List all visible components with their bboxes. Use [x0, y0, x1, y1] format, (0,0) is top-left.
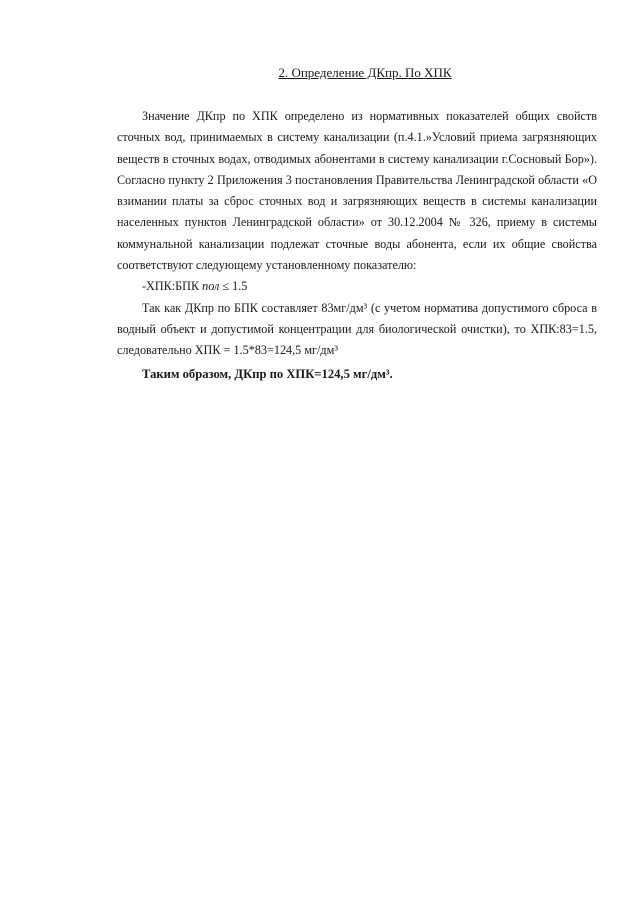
intro-paragraph: Значение ДКпр по ХПК определено из нормативных показателей общих свойств сточных вод, принимаемых в систему канализации (п.4.1.»Условий приема загрязняющих веществ в сточных водах, отводимых абонентами в систему канализации г.Сосновый Бор»). Согласно пункту 2 Приложения 3 постановления Правительства Ленинградской области «О взимании платы за сброс сточных вод и загрязняющих веществ в системы канализации населенных пунктов Ленинградской области» от 30.12.2004 № 326, приему в системы коммунальной канализации подлежат сточные воды абонента, если их общие свойства соответствуют следующему установленному показателю: — [117, 109, 597, 273]
calculation-paragraph: Так как ДКпр по БПК составляет 83мг/дм³ (с учетом норматива допустимого сброса в водный объект и допустимой концентрации для биологической очистки), то ХПК:83=1.5, следовательно ХПК = 1.5*83=124,5 мг/дм³ — [117, 300, 597, 358]
formula-prefix: -ХПК:БПК — [142, 279, 203, 294]
document-body — [117, 106, 597, 385]
formula-subscript: пол — [202, 279, 220, 294]
formula-suffix: ≤ 1.5 — [219, 279, 248, 294]
ratio-requirement — [117, 276, 597, 297]
section-heading: 2. Определение ДКпр. По ХПК — [278, 65, 452, 80]
conclusion-line: Таким образом, ДКпр по ХПК=124,5 мг/дм³. — [142, 366, 393, 381]
